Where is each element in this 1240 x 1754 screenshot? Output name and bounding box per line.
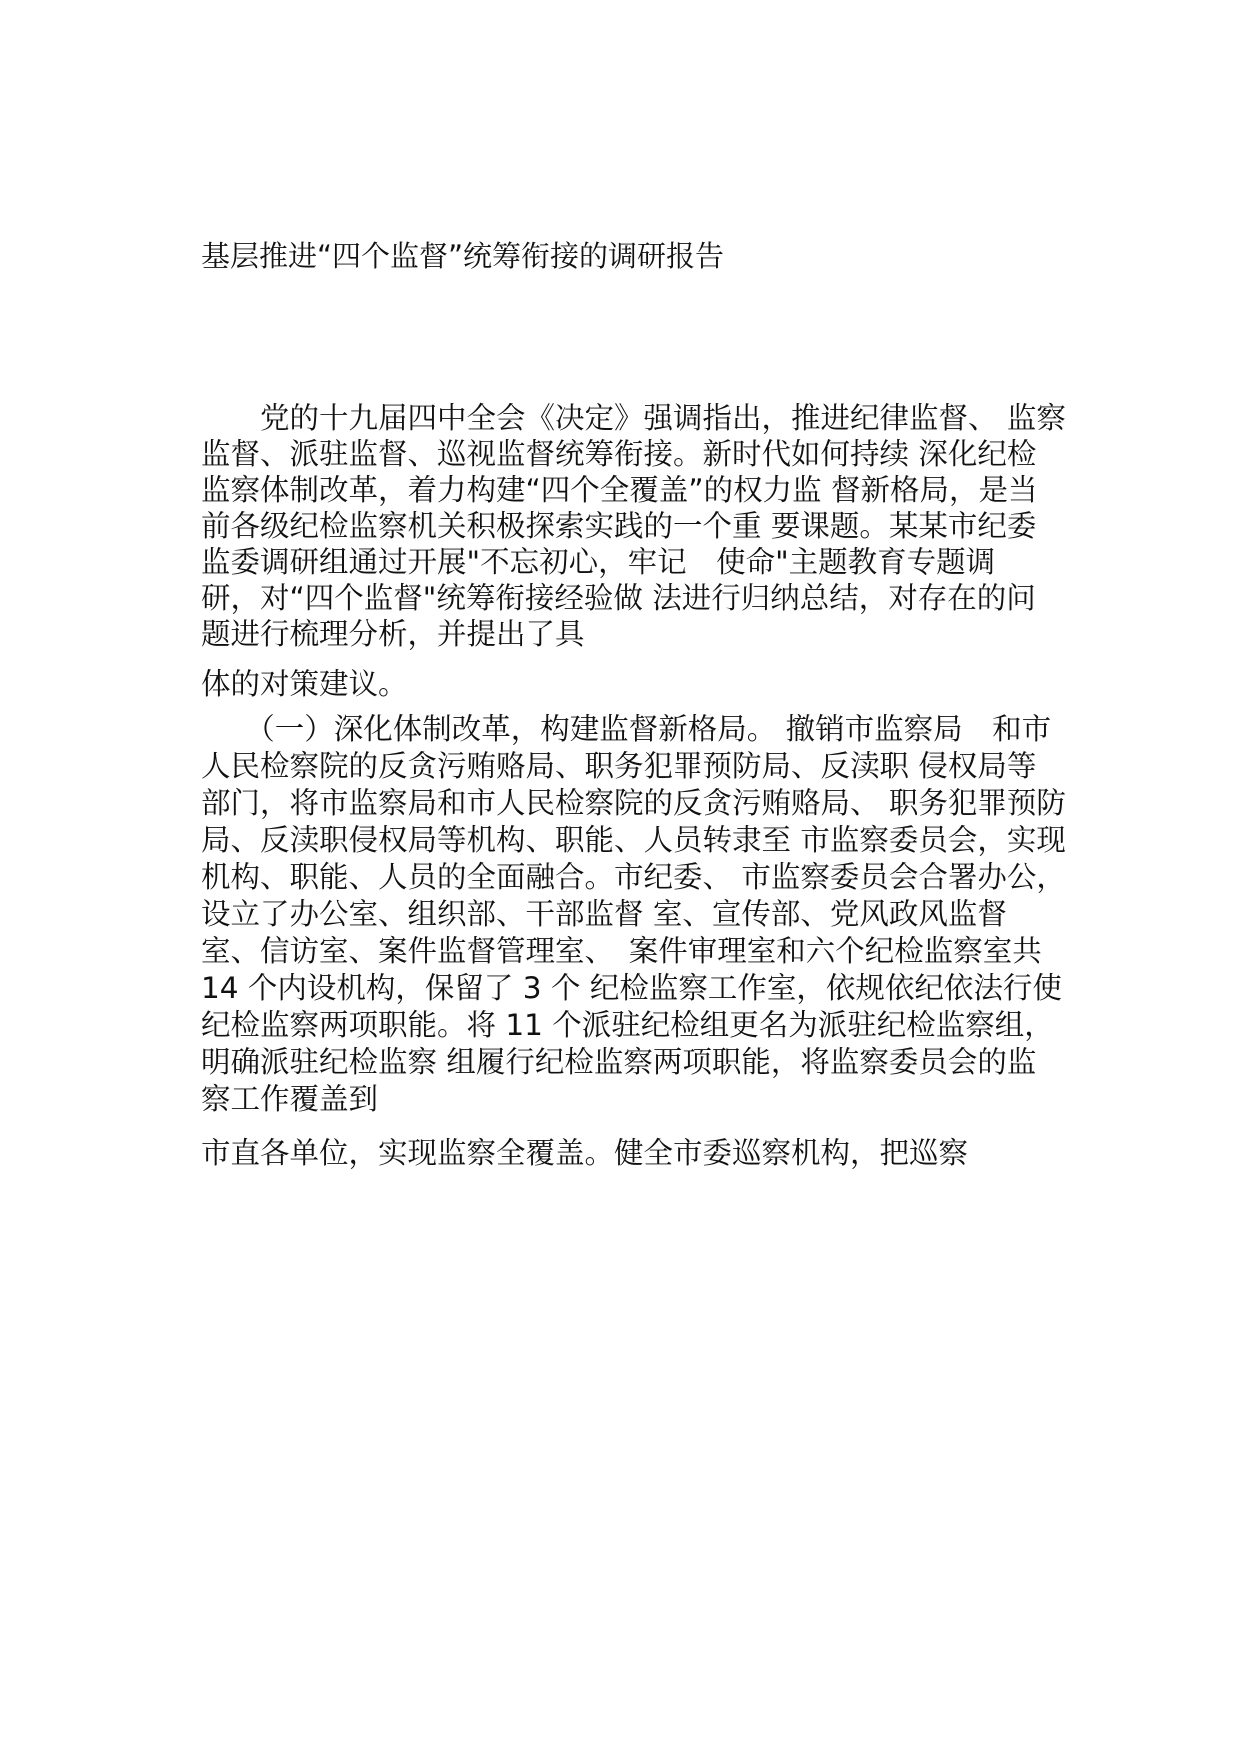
paragraph-line: 党的十九届四中全会《决定》强调指出，推进纪律监督、 监察 [201,401,1066,435]
paragraph-line: 研，对“四个监督"统筹衔接经验做 法进行归纳总结，对存在的问 [201,581,1036,615]
paragraph-line: 体的对策建议。 [201,667,408,701]
paragraph-line: 题进行梳理分析，并提出了具 [201,617,585,651]
paragraph-line: 室、信访室、案件监督管理室、 案件审理室和六个纪检监察室共 [201,934,1042,968]
paragraph-line: 明确派驻纪检监察 组履行纪检监察两项职能，将监察委员会的监 [201,1045,1037,1079]
document-title: 基层推进“四个监督”统筹衔接的调研报告 [201,239,725,273]
paragraph-line: 前各级纪检监察机关积极探索实践的一个重 要课题。某某市纪委 [201,509,1037,543]
paragraph-line: 局、反渎职侵权局等机构、职能、人员转隶至 市监察委员会，实现 [201,823,1066,857]
paragraph-line: 纪检监察两项职能。将 11 个派驻纪检组更名为派驻纪检监察组， [201,1008,1054,1042]
paragraph-line: 监察体制改革，着力构建“四个全覆盖”的权力监 督新格局，是当 [201,473,1038,507]
paragraph-line: 部门，将市监察局和市人民检察院的反贪污贿赂局、 职务犯罪预防 [201,786,1066,820]
paragraph-line: 14 个内设机构，保留了 3 个 纪检监察工作室，依规依纪依法行使 [201,971,1062,1005]
paragraph-line: 机构、职能、人员的全面融合。市纪委、 市监察委员会合署办公， [201,860,1066,894]
paragraph-line: 市直各单位，实现监察全覆盖。健全市委巡察机构，把巡察 [201,1136,969,1170]
paragraph-line: 监委调研组通过开展"不忘初心，牢记 使命"主题教育专题调 [201,545,996,579]
paragraph-line: 设立了办公室、组织部、干部监督 室、宣传部、党风政风监督 [201,897,1007,931]
paragraph-line: 监督、派驻监督、巡视监督统筹衔接。新时代如何持续 深化纪检 [201,437,1037,471]
paragraph-line: （一）深化体制改革，构建监督新格局。 撤销市监察局 和市 [201,712,1052,746]
paragraph-line: 察工作覆盖到 [201,1082,379,1116]
paragraph-line: 人民检察院的反贪污贿赂局、职务犯罪预防局、反渎职 侵权局等 [201,749,1037,783]
